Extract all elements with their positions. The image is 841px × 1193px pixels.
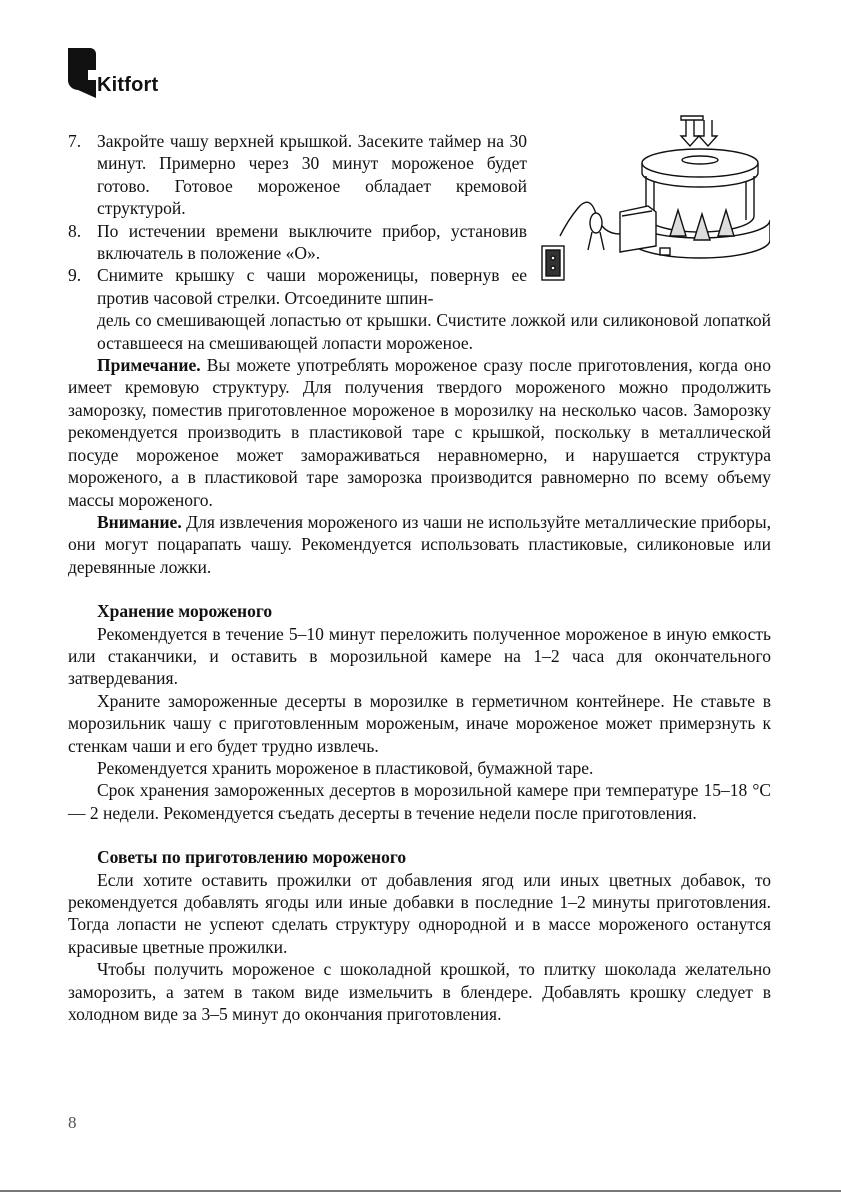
warning-label: Внимание. (97, 511, 182, 532)
step-continuation: дель со смешивающей лопастью от крышки. Счистите ложкой или силиконовой лопаткой оставшееся на смешивающей лопасти мороженое. (97, 310, 771, 353)
note-paragraph (68, 354, 771, 511)
step-item (68, 130, 527, 220)
step-text: Снимите крышку с чаши мороженицы, повернув ее против часовой стрелки. Отсоедините шпин- (97, 265, 527, 308)
tips-paragraph: Чтобы получить мороженое с шоколадной крошкой, то плитку шоколада желательно заморозить, а затем в таком виде измельчить в блендере. Добавлять крошку следует в холодном виде за 3–5 минут до окончания приготовления. (68, 959, 771, 1025)
brand-name: Kitfort (97, 74, 159, 96)
tips-heading: Советы по приготовлению мороженого (97, 847, 407, 868)
kitfort-logo-icon (68, 48, 96, 98)
step-number: 8. (68, 220, 82, 241)
step-text: Закройте чашу верхней крышкой. Засеките таймер на 30 минут. Примерно через 30 минут мороженое будет готово. Готовое мороженое обладает кремовой структурой. (97, 131, 527, 219)
bottom-divider (0, 1190, 841, 1192)
storage-heading: Хранение мороженого (97, 601, 273, 622)
storage-paragraph: Рекомендуется в течение 5–10 минут переложить полученное мороженое в иную емкость или стаканчики, и оставить в морозильной камере на 1–2 часа для окончательного затвердевания. (68, 623, 771, 689)
brand-logo (68, 48, 198, 104)
storage-paragraph: Срок хранения замороженных десертов в морозильной камере при температуре 15–18 °C — 2 недели. Рекомендуется съедать десерты в течение недели после приготовления. (68, 780, 771, 823)
warning-text: Для извлечения мороженого из чаши не используйте металлические приборы, они могут поцарапать чашу. Рекомендуется использовать пластиковые, силиконовые или деревянные ложки. (68, 511, 771, 577)
instruction-text (68, 130, 771, 1025)
step-text: По истечении времени выключите прибор, установив включатель в положение «О». (97, 220, 527, 264)
note-text: Вы можете употреблять мороженое сразу после приготовления, когда оно имеет кремовую структуру. Для получения твердого мороженого можно продолжить заморозку, поместив приготовленное мороженое в морозилку на несколько часов. Заморозку рекомендуется производить в пластиковой таре с крышкой, поскольку в металлической посуде мороженое может замораживаться неравномерно, и нарушается структура мороженого, а в пластиковой таре заморозка производится равномерно по всему объему массы мороженого. (68, 355, 771, 510)
warning-paragraph (68, 511, 771, 578)
storage-paragraph: Храните замороженные десерты в морозилке в герметичном контейнере. Не ставьте в морозильник чашу с приготовленным мороженым, иначе мороженое может примерзнуть к стенкам чаши и его будет трудно извлечь. (68, 690, 771, 756)
tips-paragraph: Если хотите оставить прожилки от добавления ягод или иных цветных добавок, то рекомендуется добавлять ягоды или иные добавки в последние 1–2 минуты приготовления. Тогда лопасти не успеют сделать структуру однородной и в массе мороженого останутся красивые цветные прожилки. (68, 869, 771, 957)
note-label: Примечание. (97, 355, 201, 376)
step-number: 9. (68, 265, 82, 286)
page-number: 8 (68, 1113, 77, 1132)
step-number: 7. (68, 131, 82, 151)
steps-list (68, 130, 771, 309)
step-item (68, 220, 527, 265)
storage-paragraph: Рекомендуется хранить мороженое в пластиковой, бумажной таре. (97, 757, 594, 778)
step-item (68, 264, 527, 309)
